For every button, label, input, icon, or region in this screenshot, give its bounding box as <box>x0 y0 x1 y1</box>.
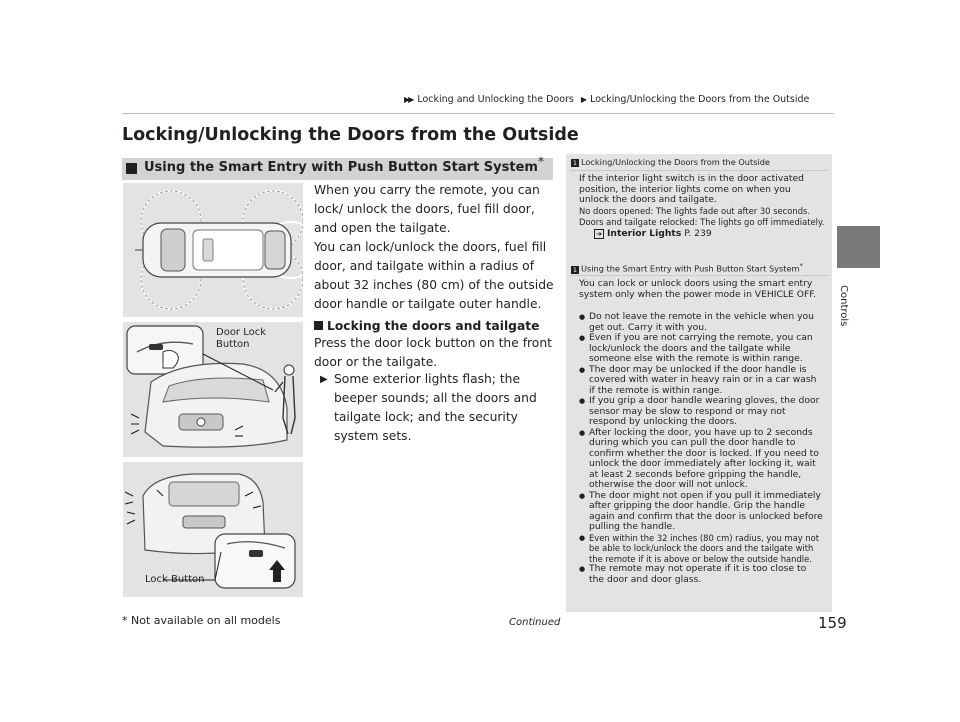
continued-label: Continued <box>509 617 561 628</box>
note-marker-icon: 1 <box>572 159 578 167</box>
list-item: ● The remote may not operate if it is too close to the door and door glass. <box>579 564 824 585</box>
heading-square-icon <box>126 163 137 174</box>
notes-panel <box>566 154 832 612</box>
interior-lights-link[interactable]: ➜ Interior Lights P. 239 <box>594 228 712 239</box>
intro-paragraph: You can lock/unlock the doors, fuel fill door, and tailgate within a radius of about 32 inches (80 cm) of the outside door handle or tailgate outer handle. <box>314 240 554 311</box>
lock-button-callout: Lock Button <box>145 574 205 585</box>
result-arrow-icon: ▶ <box>320 374 328 385</box>
tailgate-lock-button-illustration <box>123 462 303 597</box>
note-heading: 1 Using the Smart Entry with Push Button Start System* <box>572 262 803 274</box>
door-lock-button-callout: Door Lock Button <box>216 327 267 350</box>
note-text: No doors opened: The lights fade out after 30 seconds. <box>579 206 811 216</box>
list-item: ● After locking the door, you have up to 2 seconds during which you can pull the door handle to confirm whether the door is locked. If you need to unlock the door immediately after locking it, wait at least 2 seconds before gripping the handle, otherwise the door will not unlock. <box>579 428 824 491</box>
note-text: You can lock or unlock doors using the smart entry system only when the power mode in VEHICLE OFF. <box>579 278 817 300</box>
chapter-label: Controls <box>838 285 849 327</box>
note-divider <box>570 170 828 171</box>
breadcrumb-item[interactable]: Locking/Unlocking the Doors from the Outside <box>590 94 810 105</box>
page-number: 159 <box>818 614 847 632</box>
list-item: ● Even within the 32 inches (80 cm) radius, you may not be able to lock/unlock the doors and the tailgate with the remote if it is above or below the outside handle. <box>579 533 824 565</box>
list-item: ● If you grip a door handle wearing gloves, the door sensor may be slow to respond or may not respond by unlocking the doors. <box>579 396 824 428</box>
door-lock-button-illustration <box>123 322 303 457</box>
smart-entry-range-illustration <box>123 183 303 317</box>
locking-heading: Locking the doors and tailgate <box>314 319 539 333</box>
availability-mark: * <box>537 154 544 169</box>
locking-result: ▶ Some exterior lights flash; the beeper sounds; all the doors and tailgate lock; and the security system sets. <box>320 372 537 443</box>
chapter-tab[interactable] <box>837 226 880 268</box>
intro-text <box>314 181 554 314</box>
list-item: ● Do not leave the remote in the vehicle when you get out. Carry it with you. <box>579 312 824 333</box>
list-item: ● The door might not open if you pull it immediately after gripping the door handle. Grip the handle again and confirm that the door is unlocked before pulling the handle. <box>579 491 824 533</box>
footer-note: * Not available on all models <box>122 614 281 627</box>
breadcrumb-arrow-icon: ▶ <box>580 95 586 104</box>
list-item: ● The door may be unlocked if the door handle is covered with water in heavy rain or in a car wash if the remote is within range. <box>579 365 824 397</box>
heading-square-icon <box>314 321 323 330</box>
breadcrumb-item[interactable]: Locking and Unlocking the Doors <box>417 94 574 105</box>
header-divider <box>122 113 834 114</box>
note-text: If the interior light switch is in the door activated position, the interior lights come on when you unlock the doors and tailgate. <box>579 173 804 205</box>
note-text: Doors and tailgate relocked: The lights go off immediately. <box>579 217 825 227</box>
page-reference-icon: ➜ <box>594 229 604 239</box>
note-heading: 1 Locking/Unlocking the Doors from the Outside <box>572 157 770 167</box>
breadcrumb-arrow-icon: ▶▶ <box>404 95 413 104</box>
intro-paragraph: When you carry the remote, you can lock/ unlock the doors, fuel fill door, and open the tailgate. <box>314 183 540 235</box>
breadcrumb <box>404 94 809 105</box>
note-bullet-list <box>579 312 824 585</box>
page-title: Locking/Unlocking the Doors from the Outside <box>122 125 579 145</box>
list-item: ● Even if you are not carrying the remote, you can lock/unlock the doors and the tailgate while someone else with the remote is within range. <box>579 333 824 365</box>
section-heading <box>122 154 553 180</box>
locking-instruction: Press the door lock button on the front door or the tailgate. <box>314 336 552 369</box>
section-title: Using the Smart Entry with Push Button Start System <box>144 160 538 175</box>
note-marker-icon: 1 <box>572 265 578 274</box>
note-divider <box>570 275 828 276</box>
